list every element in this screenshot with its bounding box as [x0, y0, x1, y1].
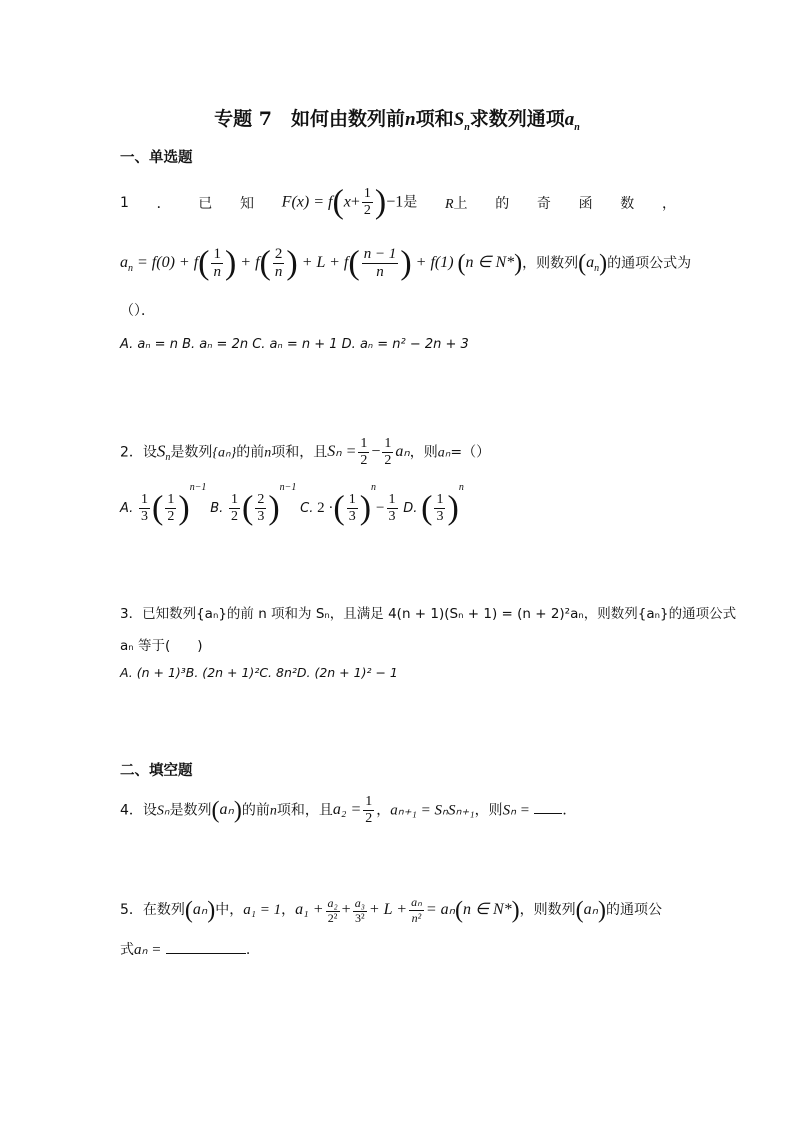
q1-word: 的: [495, 195, 510, 212]
question-1-line-3: （）．: [120, 303, 155, 319]
question-3-line-2: aₙ 等于( ): [120, 638, 203, 654]
q5-text: 的通项公: [606, 902, 663, 919]
exponent: n−1: [189, 482, 207, 493]
q2-set: {aₙ}: [212, 445, 237, 461]
frac-den: 2: [365, 811, 373, 827]
frac-den: 2: [360, 453, 368, 469]
frac-den: n²: [411, 911, 422, 925]
title-prefix: 专题 7 如何由数列前: [214, 108, 406, 130]
q4-text: 是数列: [169, 802, 212, 819]
question-1-line-1: [120, 183, 676, 221]
title-mid: 项和: [415, 108, 454, 130]
q2-n: n: [264, 445, 272, 461]
q4-text: ，则: [474, 802, 503, 819]
q5-end: .: [245, 942, 251, 958]
q1-sequence-definition: $a_n = f(0) + f$( $\frac{1}{n}) + f$( $\frac{2}{n}) + L + f$( $\frac{n - 1}{n}) + f(1)$ (n ∈ N*): [120, 244, 523, 282]
question-2-options: A. $\frac{1}{3}$ ( $\frac{1}{2}$ )$^{n-1}$ B. $\frac{1}{2}$ ( $\frac{2}{3}$ )$^{n-1}$ C. 2 ·( $\frac{1}{3}$ )$^n$− $\frac{1}{3}$ D. ( $\frac{1}{3}$ )$^n$: [120, 482, 464, 527]
option-b-label: B.: [210, 501, 224, 516]
title-tail: 求数列通项: [469, 108, 565, 130]
q1-line2-end: 的通项公式为: [607, 255, 692, 272]
option-a-label: A.: [120, 501, 134, 516]
frac-num: n − 1: [363, 246, 397, 263]
frac-num: 1: [362, 186, 373, 203]
q5-sum-formula: a₁ + $\frac{\text{a₂}}{\text{2²}}$ + $\frac{\text{a₃}}{\text{3²}}$ + L + $\frac{\text{aₙ}}{\text{n²}} = a_n(n$ ∈ N*): [295, 895, 520, 925]
question-1-number: 1: [120, 194, 129, 211]
q2-Sn: Sₙ =: [327, 443, 357, 461]
q1-line2-text: ，则数列: [522, 255, 579, 272]
q2-an: aₙ: [437, 445, 451, 461]
exponent: n: [371, 482, 377, 493]
q1-minus-one: −1: [386, 193, 404, 211]
frac-num: 1: [434, 492, 445, 509]
frac-den: 2: [363, 203, 371, 219]
frac-num: 1: [139, 492, 150, 509]
q2-text: 是数列: [170, 444, 213, 461]
question-3-options: A. (n + 1)³B. (2n + 1)²C. 8n²D. (2n + 1)² − 1: [120, 665, 398, 680]
exponent: n−1: [279, 482, 297, 493]
q5-condition: n ∈ N*: [463, 901, 512, 919]
frac-den: n: [376, 264, 384, 281]
q5-text: 中，: [215, 902, 244, 919]
q4-Sn-eq: Sₙ =: [502, 802, 530, 819]
q2-an: aₙ: [395, 443, 410, 461]
frac-den: 3: [348, 509, 356, 525]
frac-num: 2: [255, 492, 266, 509]
frac-den: 2: [384, 453, 392, 469]
q2-text: =（）: [450, 444, 491, 461]
exponent: n: [458, 482, 464, 493]
section-heading-single-choice: 一、单选题: [120, 150, 193, 166]
q4-Sn: Sₙ: [156, 803, 170, 819]
q2-text: 2．设: [120, 444, 157, 461]
q4-text: ，: [376, 802, 391, 819]
q2-S: S: [156, 441, 166, 461]
q1-word: 知: [239, 195, 254, 212]
q1-comma: ，: [661, 195, 676, 212]
q5-text: 式: [120, 942, 134, 958]
frac-den: 3: [257, 509, 265, 525]
question-1-line-2: $a_n = f(0) + f$( $\frac{1}{n}) + f$( $\frac{2}{n}) + L + f$( $\frac{n - 1}{n}) + f(1)$ (n ∈ N*)，则数列$(a_n)$的通项公式为: [120, 244, 692, 282]
frac-den: 2²: [327, 910, 338, 925]
frac-num: aₙ: [411, 895, 422, 909]
q5-text: 5．在数列: [120, 902, 185, 919]
q2-text: 的前: [236, 444, 265, 461]
q4-recurrence: aₙ₊₁ = SₙSₙ₊₁: [390, 802, 475, 819]
title-a-sub: n: [574, 121, 580, 133]
frac-num: 1: [358, 436, 369, 453]
q5-an: aₙ =: [134, 942, 162, 958]
question-5-line-1: 5．在数列(aₙ)中，a₁ = 1，a₁ + $\frac{\text{a₂}}{\text{2²}}$ + $\frac{\text{a₃}}{\text{3²}}$ + L + $\frac{\text{aₙ}}{\text{n²}} = a_n(n$ ∈ N*)，则数列(aₙ)的通项公: [120, 895, 663, 925]
frac-den: n: [274, 264, 283, 281]
frac-den: 2: [231, 509, 238, 525]
q2-minus: −: [371, 443, 381, 461]
q5-lead: a₁ +: [295, 901, 324, 919]
page-title: [0, 104, 794, 133]
frac-num: 1: [229, 492, 240, 509]
q1-word: 函: [578, 195, 593, 212]
question-2-stem: 2．设$S_n$是数列{aₙ}的前n项和，且Sₙ = $\frac{1}{2}$ − $\frac{1}{2}$ aₙ，则aₙ=（）: [120, 436, 491, 469]
frac-num: 1: [347, 492, 358, 509]
frac-num: a₂: [327, 895, 338, 910]
q4-text: 项和，且: [276, 802, 333, 819]
q1-seq: a: [586, 254, 595, 272]
frac-den: 3: [436, 509, 444, 525]
frac-den: 3: [388, 509, 396, 525]
question-4-stem: 4．设Sₙ是数列(aₙ)的前n项和，且a₂ = $\frac{1}{2}$ ，aₙ₊₁ = SₙSₙ₊₁，则Sₙ = ．: [120, 794, 577, 827]
frac-num: 1: [165, 492, 176, 509]
frac-den: 2: [167, 509, 175, 525]
q1-Fx: F(x) = f: [281, 193, 333, 211]
question-1-options: A. aₙ = n B. aₙ = 2n C. aₙ = n + 1 D. aₙ = n² − 2n + 3: [120, 337, 469, 352]
q1-lead: = f(0) + f: [137, 254, 199, 272]
q5-eq: = aₙ: [425, 901, 456, 919]
q2-formula: [327, 436, 410, 469]
q4-a2: a₂ =: [332, 801, 362, 819]
q1-f1: + f(1): [415, 254, 454, 272]
frac-num: 2: [273, 246, 285, 264]
q5-text: ，: [281, 902, 296, 919]
q5-dots: + L +: [368, 901, 408, 919]
q5-text: ，则数列: [519, 902, 576, 919]
q4-text: 的前: [241, 802, 270, 819]
q1-condition: n ∈ N*: [465, 254, 515, 272]
q1-word: 上: [453, 195, 468, 212]
answer-blank[interactable]: [166, 953, 246, 954]
option-d-label: D.: [403, 501, 418, 516]
title-S-sub: n: [464, 121, 470, 133]
q1-function-definition: F(x) = f(x+ $\frac{1}{2}$ )−1是: [281, 183, 418, 221]
q1-dots: + L + f: [301, 254, 349, 272]
title-a: a: [564, 109, 575, 130]
q1-word: 数: [620, 195, 635, 212]
frac-num: 1: [382, 436, 393, 453]
q2-text: 项和，且: [271, 444, 328, 461]
q1-plus-f: + f: [240, 254, 260, 272]
option-c-coef: 2 ·: [317, 500, 334, 516]
q4-n: n: [269, 803, 277, 819]
frac-den: 3²: [354, 910, 365, 925]
q5-a1: a₁ = 1: [243, 902, 282, 919]
q5-seq: aₙ: [583, 901, 599, 919]
title-n: n: [405, 109, 416, 130]
q1-word: 是: [403, 194, 418, 211]
option-c-label: C.: [300, 501, 314, 516]
frac-num: 1: [387, 492, 398, 509]
q2-text: ，则: [409, 444, 438, 461]
question-3-line-1: 3．已知数列{aₙ}的前 n 项和为 Sₙ，且满足 4(n + 1)(Sₙ + 1) = (n + 2)²aₙ，则数列{aₙ}的通项公式: [120, 606, 737, 622]
frac-num: 1: [363, 794, 374, 811]
question-5-line-2: [120, 939, 250, 959]
title-S: S: [453, 109, 465, 130]
section-heading-fill-in: 二、填空题: [120, 763, 193, 779]
frac-den: n: [213, 264, 221, 281]
answer-blank[interactable]: [534, 813, 562, 814]
q1-R: R: [444, 196, 454, 212]
frac-num: a₃: [354, 895, 365, 910]
q4-seq: aₙ: [219, 801, 234, 819]
question-1-dot: ．: [156, 195, 171, 212]
q4-end: ．: [562, 802, 577, 819]
frac-den: 3: [141, 509, 149, 525]
frac-num: 1: [211, 246, 223, 264]
q5-seq: aₙ: [192, 901, 208, 919]
q4-text: 4．设: [120, 802, 157, 819]
q1-word: 奇: [536, 195, 551, 212]
q1-word: 已: [198, 195, 213, 212]
option-c-minus: −: [376, 500, 385, 516]
